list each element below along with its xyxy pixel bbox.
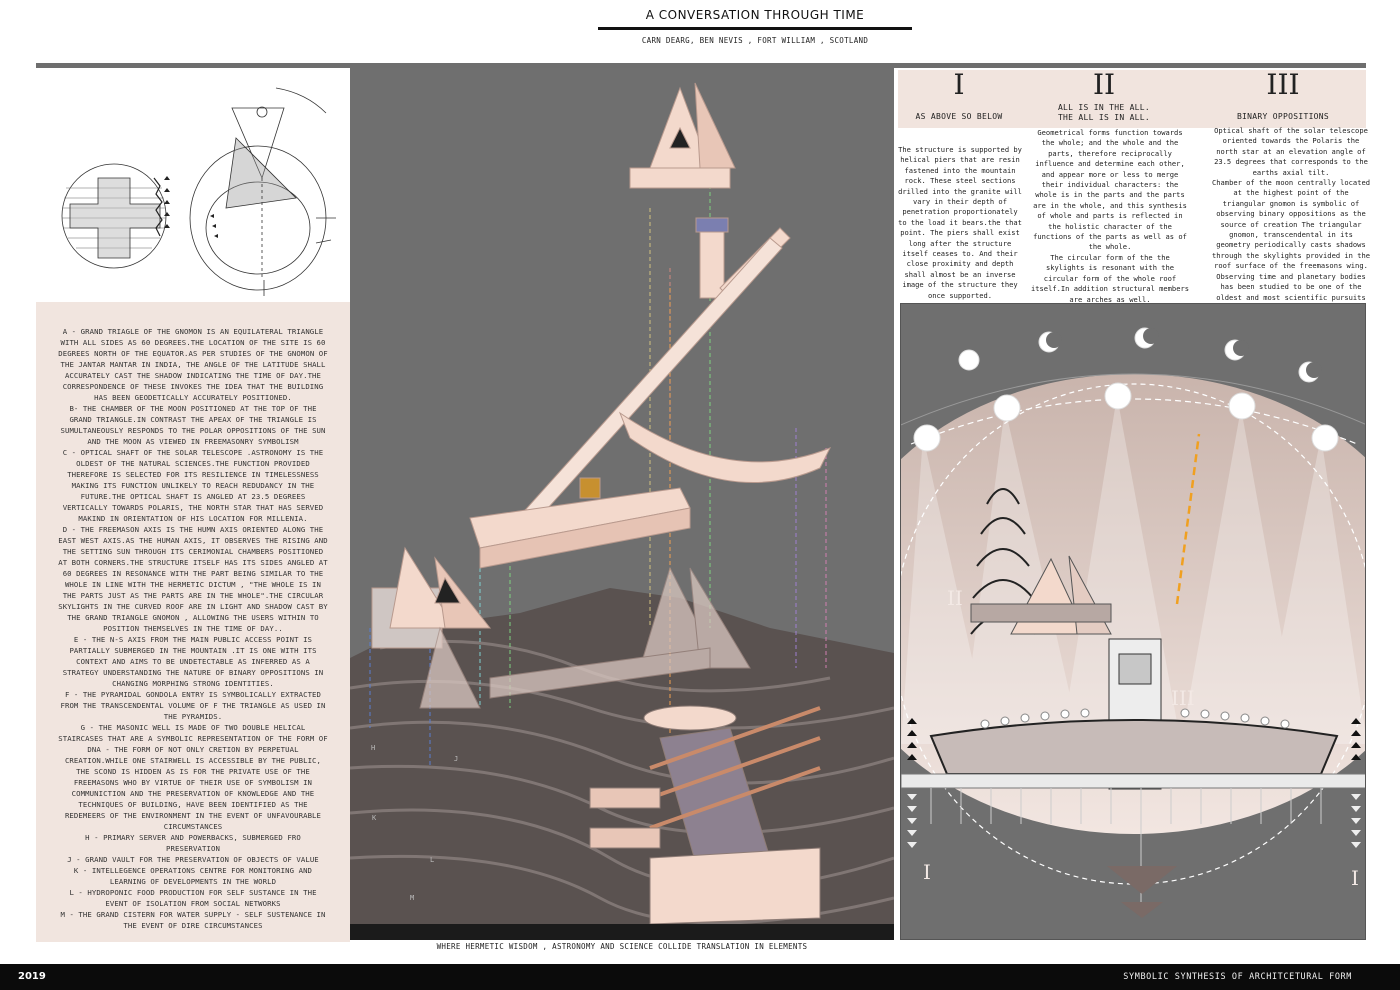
footer-title: SYMBOLIC SYNTHESIS OF ARCHITCETURAL FORM [1123, 972, 1352, 982]
legend-item-c: C - OPTICAL SHAFT OF THE SOLAR TELESCOPE .ASTRONOMY IS THE OLDEST OF THE NATURAL SCIENCES.THE FUNCTION PROVIDED THEREFORE IS SELECTED FOR ITS RESILIENCE IN TIMELESSNESS MAKING ITS FUNCTION UNLIKELY TO REACH REDUDANCY IN THE FUTURE.THE OPTICAL SHAFT IS ANGLED AT 23.5 DEGREES VERTICALLY TOWARDS POLARIS, THE NORTH STAR THAT HAS SERVED MAKIND IN ORIENTATION OF HIS LOCATION FOR MILLENIA. [62, 448, 324, 523]
principle-column-1 [900, 70, 1018, 122]
legend-item-h: H - PRIMARY SERVER AND POWERBACKS, SUBMERGED FRO PRESERVATION [85, 833, 301, 853]
site-letter-m: M [410, 894, 415, 902]
site-letter-k: K [372, 814, 377, 822]
legend-item-m: M - THE GRAND CISTERN FOR WATER SUPPLY - SELF SUSTENANCE IN THE EVENT OF DIRE CIRCUMSTANCES [60, 910, 326, 930]
principle-title: AS ABOVE SO BELOW [915, 112, 1003, 121]
principle-text-3: Optical shaft of the solar telescope oriented towards the Polaris the north star at an elevation angle of 23.5 degrees that corresponds to the earths axial tilt. Chamber of the moon centrally located at the highest point of the triangular gnomon is symbolic of observing binary oppositions as the source of creation The triangular gnomon, transcendental in its geometry periodically casts shadows through the skylights provided in the roof surface of the freemasons wing. Observing time and planetary bodies has been studied to be one of the oldest and most scientific pursuits [1211, 126, 1371, 302]
title-rule [598, 27, 912, 30]
principle-column-2 [1024, 70, 1184, 123]
page-title: A CONVERSATION THROUGH TIME [645, 8, 865, 22]
exploded-axonometric-drawing [350, 68, 894, 924]
section-drawing-panel [900, 303, 1366, 940]
footer-year: 2019 [18, 971, 46, 982]
center-base-strip [350, 924, 894, 940]
exploded-axonometric-panel [350, 68, 894, 924]
principle-column-3 [1210, 70, 1356, 122]
principle-text-2: Geometrical forms function towards the whole; and the whole and the parts, therefore reciprocally influence and determine each other, and appear more or less to merge their individual characters: the whole is in the parts and the parts are in the whole, and this synthesis of whole and parts is reflected in the holistic character of the functions of the parts as well as of the whole. The circular form of the the skylights is resonant with the circular form of the whole roof itself.In addition structural members are arches as well. [1030, 128, 1190, 304]
gnomon-sketch [36, 68, 350, 302]
section-label-i-right: I [1351, 866, 1359, 890]
section-label-iii: III [1171, 686, 1195, 710]
site-letter-j: J [454, 755, 459, 763]
center-caption: WHERE HERMETIC WISDOM , ASTRONOMY AND SCIENCE COLLIDE TRANSLATION IN ELEMENTS [436, 942, 808, 951]
legend-item-a: A - GRAND TRIAGLE OF THE GNOMON IS AN EQUILATERAL TRIANGLE WITH ALL SIDES AS 60 DEGREES.THE LOCATION OF THE SITE IS 60 DEGREES NORTH OF THE EQUATOR.AS PER STUDIES OF THE GNOMON OF THE JANTAR MANTAR IN INDIA, THE ANGLE OF THE LATITUDE SHALL ACCURATELY CAST THE SHADOW INDICATING THE TIME OF DAY.THE CORRESPONDENCE OF THESE INVOKES THE IDEA THAT THE BUILDING HAS BEEN GEODETICALLY ACCURATELY POSITIONED. [58, 327, 328, 402]
legend-panel [36, 302, 350, 942]
principle-numeral: III [1266, 68, 1300, 101]
principle-title: ALL IS IN THE ALL. THE ALL IS IN ALL. [1057, 103, 1151, 122]
principle-text-1: The structure is supported by helical piers that are resin fastened into the mountain rock. These steel sections drilled into the granite will vary in their depth of penetration proportionately to the load it bears.the that point. The piers shall exist long after the structure itself ceases to. And their close proximity and depth shall almost be an inverse image of the structure they once supported. [898, 145, 1022, 300]
section-label-i-left: I [923, 860, 931, 884]
section-label-ii: II [947, 586, 963, 610]
page-subtitle: CARN DEARG, BEN NEVIS , FORT WILLIAM , SCOTLAND [641, 36, 869, 45]
legend-item-d: D - THE FREEMASON AXIS IS THE HUMN AXIS ORIENTED ALONG THE EAST WEST AXIS.AS THE HUMAN AXIS, IT OBSERVES THE RISING AND THE SETTING SUN THROUGH ITS CERIMONIAL CHAMBERS POSITIONED AT BOTH CORNERS.THE STRUCTURE ITSELF HAS ITS SIDES ANGLED AT 60 DEGREES IN RESONANCE WITH THE PART BEING SIMILAR TO THE WHOLE IN LINE WITH THE HERMETIC DICTUM , "THE WHOLE IS IN THE PARTS JUST AS THE PARTS ARE IN THE WHOLE".THE CIRCULAR SKYLIGHTS IN THE CURVED ROOF ARE IN LIGHT AND SHADOW CAST BY THE GRAND TRIANGLE GNOMON , ALLOWING THE USERS WITHIN TO POSITION THEMSELVES IN THE TIME OF DAY.. [58, 525, 328, 633]
legend-item-e: E - THE N-S AXIS FROM THE MAIN PUBLIC ACCESS POINT IS PARTIALLY SUBMERGED IN THE MOUNTAIN .IT IS ONE WITH ITS CONTEXT AND AIMS TO BE UNDETECTABLE AS INFERRED AS A STRATEGY UNDERSTANDING THE NATURE OF BINARY OPPOSITIONS IN CHANGING MORPHING STRONG IDENTITIES. [62, 635, 324, 688]
principle-numeral: I [953, 68, 965, 101]
footer-bar [0, 964, 1400, 990]
legend-item-b: B- THE CHAMBER OF THE MOON POSITIONED AT THE TOP OF THE GRAND TRIANGLE.IN CONTRAST THE APEAX OF THE TRIANGLE IS SUMULTANEOUSLY RESPONDS TO THE POLAR OPPOSITIONS OF THE SUN AND THE MOON AS VIEWED IN FREEMASONRY SYMBOLISM [60, 404, 326, 446]
principle-title: BINARY OPPOSITIONS [1236, 112, 1330, 121]
title-block [598, 6, 912, 45]
principle-numeral: II [1092, 68, 1116, 101]
legend-item-k: K - INTELLEGENCE OPERATIONS CENTRE FOR MONITORING AND LEARNING OF DEVELOPMENTS IN THE WORLD [73, 866, 313, 886]
legend-item-l: L - HYDROPONIC FOOD PRODUCTION FOR SELF SUSTANCE IN THE EVENT OF ISOLATION FROM SOCIAL NETWORKS [69, 888, 317, 908]
legend-item-g: G - THE MASONIC WELL IS MADE OF TWO DOUBLE HELICAL STAIRCASES THAT ARE A SYMBOLIC REPRESENTATION OF THE FORM OF DNA - THE FORM OF NOT ONLY CRETION BY PERPETUAL CREATION.WHILE ONE STAIRWELL IS ACCESSIBLE BY THE PUBLIC, THE SCOND IS HIDDEN AS IS FOR THE PRIVATE USE OF THE FREEMASONS WHO BY VIRTUE OF THEIR USE OF SYMBOLISM IN COMMUNICTION AND THE PRESERVATION OF KNOWLEDGE AND THE TECHNIQUES OF BUILDING, HAVE BEEN IDENTIFIED AS THE REDEMEERS OF THE ENVIRONMENT IN THE EVENT OF UNFAVOURABLE CIRCUMSTANCES [58, 723, 328, 831]
sketch-panel [36, 68, 350, 302]
legend-item-j: J - GRAND VAULT FOR THE PRESERVATION OF OBJECTS OF VALUE [67, 855, 319, 864]
section-drawing [901, 304, 1366, 940]
site-letter-l: L [430, 856, 435, 864]
legend-item-f: F - THE PYRAMIDAL GONDOLA ENTRY IS SYMBOLICALLY EXTRACTED FROM THE TRANSCENDENTAL VOLUME OF F THE TRIANGLE AS USED IN THE PYRAMIDS. [60, 690, 326, 721]
site-letter-h: H [371, 744, 376, 752]
